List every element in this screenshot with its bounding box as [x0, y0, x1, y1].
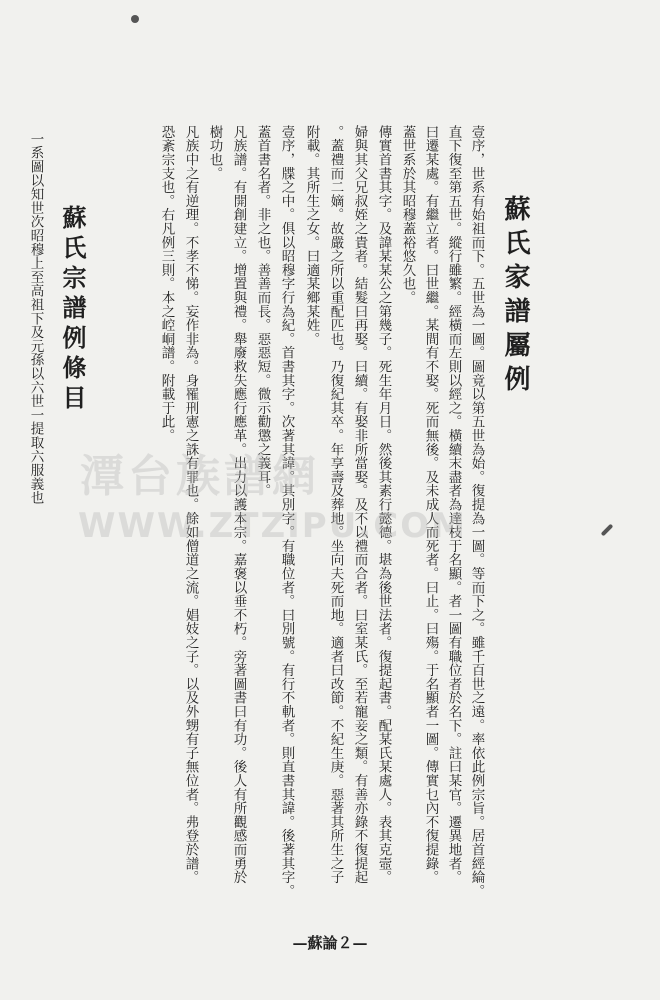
text-column: 傳實首書其字。及諱某某公之第幾子。死生年月日。然後其素行懿德。堪為後世法者。復提起書。配某氏某處人。表其克壼。: [375, 125, 392, 884]
ink-speck: [131, 15, 139, 23]
text-column: 壹序，牒之中。俱以昭穆字行為紀。首書其字。次著其諱。其別字。有職位者。曰別號。有行不軌者。則直書其諱。後著其字。: [278, 125, 295, 898]
text-column: 直下復至第五世。縱行雖繁。經橫而左則以經之。橫續末盡者為達枝于名顯。者一圖有職位者於名下。註曰某官。遷異地者。: [445, 125, 462, 884]
text-column: 樹功也。: [206, 125, 223, 181]
text-column: 凡族譜。有開創建立。增置與禮。舉廢救失應行應革。出力以護本宗。嘉褒以垂不朽。旁著圖書曰有功。後人有所觀感而勇於: [230, 125, 247, 884]
text-column: 蓋世系於其昭穆蓋裕悠久也。: [399, 125, 416, 305]
text-column: 曰遷某處。有繼立者。曰世繼。某間有不娶。死而無後。及未成人而死者。曰止。曰殤。于名顯者一圖。傳實乜內不復提錄。: [422, 125, 439, 884]
text-column: 。蓋禮而二嫡。故嚴之所以重配匹也。乃復紀其卒。年享壽及葬地。坐向夫死而地。適者曰改節。不紀生庚。惡著其所生之子: [327, 125, 344, 884]
watermark-url: WWW.ZTZIPU.COM: [78, 506, 467, 546]
text-column: 蓋首書名者。非之也。善善而長。惡惡短。微示勸懲之義耳。: [254, 125, 271, 498]
text-column: 一系圖以知世次昭穆上至高祖下及元孫以六世一提取六服義也: [27, 132, 44, 505]
page-number: —蘇論２—: [292, 934, 368, 952]
text-column: 凡族中之有逆理。不孝不悌。妄作非為。身罹刑憲之誅有罪也。餘如僧道之流。娼妓之子。以及外甥有子無位者。弗登於譜。: [182, 125, 199, 884]
section-title: 蘇氏宗譜例條目: [58, 205, 87, 415]
text-column: 恐紊宗支也。右凡例三則。本之崆峒譜。附載于此。: [158, 125, 175, 443]
text-column: 壹序，世系有始祖而下。五世為一圖。圖竟以第五世為始。復提為一圖。等而下之。雖千百世之遠。率依此例宗旨。居首經綸。: [468, 125, 485, 898]
text-column: 婦與其父兄叔姪之貴者。結髮曰再娶。曰續。有娶非所當娶。及不以禮而合者。曰室某氏。至若寵妾之類。有善亦錄不復提起: [351, 125, 368, 884]
page-title: 蘇氏家譜屬例: [500, 195, 530, 399]
text-column: 附載。其所生之女。曰適某鄉某姓。: [303, 125, 320, 346]
ink-mark: [601, 524, 614, 537]
watermark-text: 潭台族譜網: [80, 451, 320, 502]
